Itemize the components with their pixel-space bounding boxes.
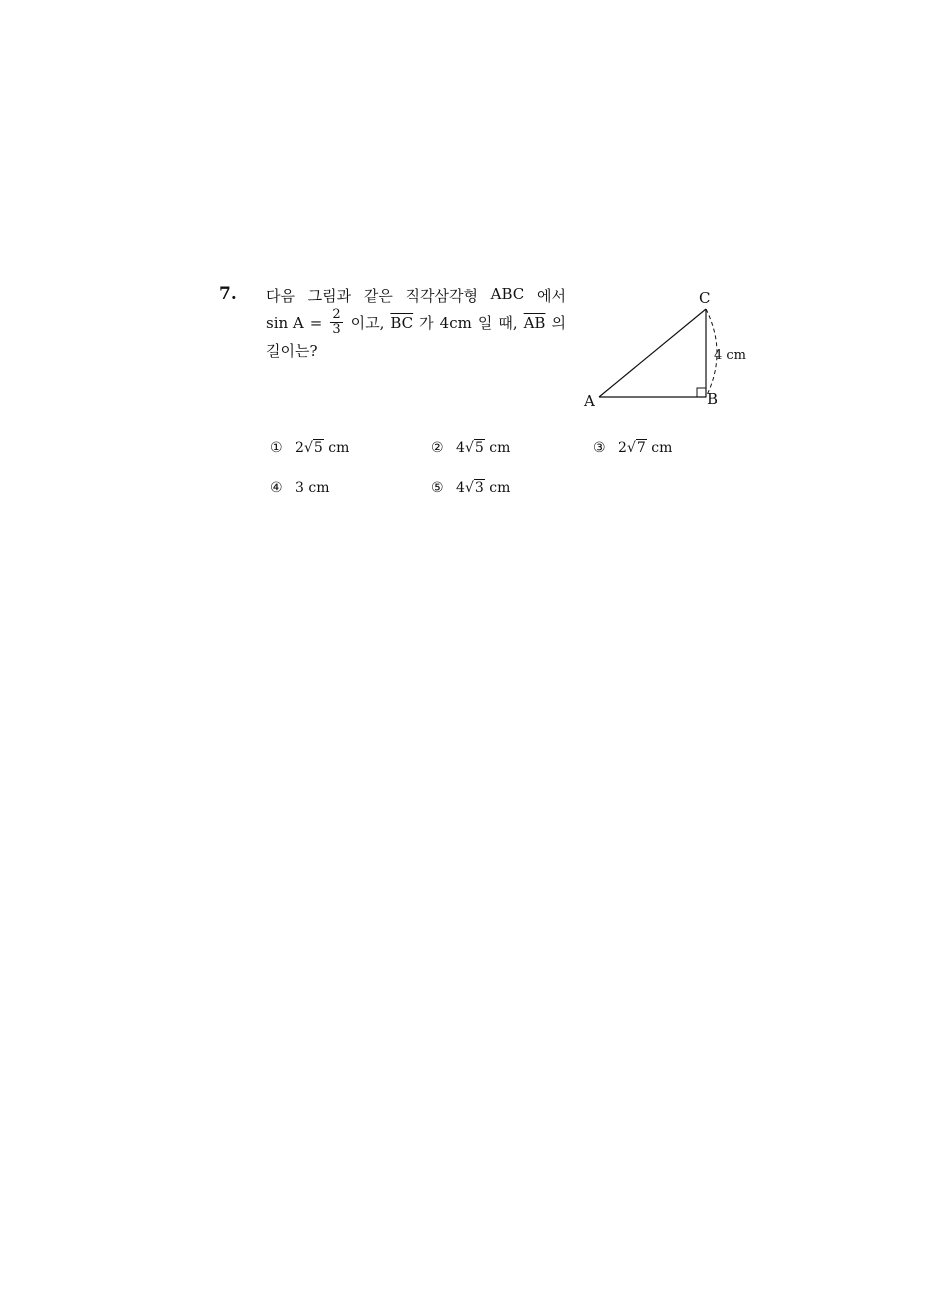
answer-choices	[270, 440, 730, 510]
choice-coefficient: 2	[618, 440, 627, 456]
sqrt-symbol: √5	[303, 440, 323, 456]
word: 4cm	[439, 313, 472, 332]
choice-5[interactable]	[431, 480, 510, 496]
right-angle-mark	[697, 388, 706, 397]
choice-value: 3	[295, 480, 304, 496]
choice-1[interactable]	[270, 440, 349, 456]
choice-radicand: 3	[474, 480, 484, 496]
choice-3[interactable]	[593, 440, 672, 456]
word: 가	[419, 314, 434, 332]
word: 의	[551, 314, 566, 332]
choice-4[interactable]	[270, 480, 330, 496]
choice-marker: ①	[270, 440, 283, 456]
word: 때,	[498, 314, 518, 332]
sqrt-symbol: √7	[626, 440, 646, 456]
choice-coefficient: 4	[456, 480, 465, 496]
question-text-line-3: 길이는?	[266, 342, 318, 360]
choice-marker: ③	[593, 440, 606, 456]
word: 그림과	[307, 287, 352, 305]
choice-radicand: 5	[474, 440, 484, 456]
question-text-line-2	[266, 308, 566, 337]
question-text-line-1	[266, 285, 566, 306]
vertex-label-b: B	[707, 390, 719, 408]
choice-coefficient: 2	[295, 440, 304, 456]
choice-marker: ②	[431, 440, 444, 456]
fraction-numerator: 2	[332, 307, 341, 322]
choice-marker: ④	[270, 480, 283, 496]
fraction-denominator: 3	[332, 322, 341, 337]
word: 같은	[363, 287, 393, 305]
equals-sign: =	[309, 313, 323, 332]
choice-unit: cm	[489, 440, 511, 456]
choice-2[interactable]	[431, 440, 510, 456]
choice-unit: cm	[328, 440, 350, 456]
word: 다음	[266, 287, 295, 305]
fraction	[330, 308, 342, 337]
sqrt-symbol: √5	[464, 440, 484, 456]
vertex-label-c: C	[699, 289, 711, 307]
word: 일	[477, 314, 493, 332]
sqrt-symbol: √3	[464, 480, 484, 496]
choice-unit: cm	[308, 480, 330, 496]
word: 이고,	[350, 314, 385, 332]
choice-unit: cm	[489, 480, 511, 496]
word: 직각삼각형	[405, 287, 478, 305]
triangle-figure	[578, 285, 758, 410]
choice-unit: cm	[651, 440, 673, 456]
choice-marker: ⑤	[431, 480, 444, 496]
sin-label: sin A	[266, 313, 304, 332]
segment-ab: $\overline{AB}$	[523, 313, 546, 332]
choice-coefficient: 4	[456, 440, 465, 456]
choice-radicand: 5	[313, 440, 323, 456]
question-number: 7.	[219, 284, 237, 304]
side-ac	[599, 309, 706, 397]
word: ABC	[490, 285, 525, 303]
side-length-label: 4 cm	[714, 348, 747, 363]
vertex-label-a: A	[584, 392, 595, 410]
segment-bc: $\overline{BC}$	[390, 313, 414, 332]
word: 에서	[536, 287, 566, 305]
choice-radicand: 7	[636, 440, 646, 456]
